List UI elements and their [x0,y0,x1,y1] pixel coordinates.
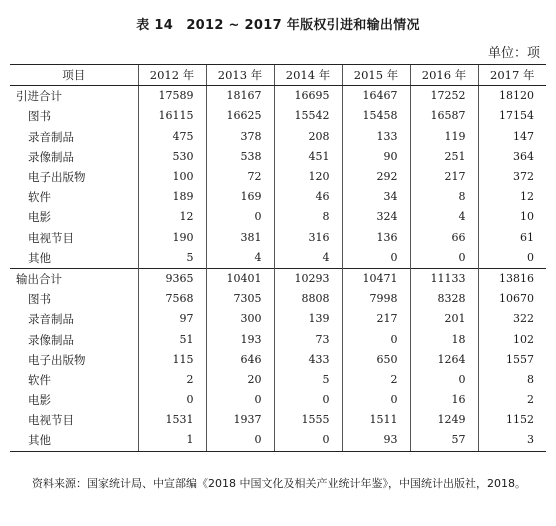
table-cell: 18 [410,329,478,349]
row-label: 软件 [28,372,51,387]
table-cell: 372 [478,167,546,187]
table-cell: 16467 [342,86,410,107]
table-cell: 147 [478,127,546,147]
table-cell: 17252 [410,86,478,107]
table-row [10,207,546,227]
table-row [10,248,546,269]
row-label: 电子出版物 [28,170,86,185]
table-cell: 300 [206,309,274,329]
row-label: 电影 [28,210,51,225]
table-cell: 17589 [138,86,206,107]
table-cell: 201 [410,309,478,329]
column-header: 2014 年 [274,65,342,86]
table-cell: 10471 [342,268,410,289]
table-cell: 13816 [478,268,546,289]
table-cell: 97 [138,309,206,329]
source-note: 资料来源：国家统计局、中宣部编《2018 中国文化及相关产业统计年鉴》，中国统计出版社，2018。 [32,477,526,490]
row-label: 其他 [28,250,51,265]
unit-label: 单位：项 [487,46,540,61]
table-cell: 139 [274,309,342,329]
table-cell: 93 [342,430,410,451]
table-cell: 538 [206,147,274,167]
table-cell: 316 [274,228,342,248]
table-row [10,147,546,167]
table-cell: 0 [410,370,478,390]
table-cell: 73 [274,329,342,349]
table-cell: 15458 [342,106,410,126]
column-header: 2013 年 [206,65,274,86]
table-cell: 16587 [410,106,478,126]
table-cell: 217 [410,167,478,187]
table-row [10,410,546,430]
table-cell: 0 [138,390,206,410]
table-cell: 1937 [206,410,274,430]
row-label: 图书 [28,109,51,124]
table-cell: 1249 [410,410,478,430]
table-cell: 46 [274,187,342,207]
table-cell: 0 [206,430,274,451]
table-cell: 8808 [274,289,342,309]
table-cell: 12 [138,207,206,227]
table-cell: 364 [478,147,546,167]
table-cell: 292 [342,167,410,187]
row-label: 录音制品 [28,129,74,144]
table-cell: 208 [274,127,342,147]
table-cell: 18120 [478,86,546,107]
table-cell: 1264 [410,350,478,370]
table-cell: 0 [342,390,410,410]
table-cell: 324 [342,207,410,227]
table-cell: 119 [410,127,478,147]
table-cell: 102 [478,329,546,349]
table-row [10,370,546,390]
table-row [10,106,546,126]
row-label: 输出合计 [10,268,138,289]
table-cell: 251 [410,147,478,167]
column-header: 项目 [10,65,138,86]
table-row [10,127,546,147]
table-cell: 16695 [274,86,342,107]
row-label: 其他 [10,430,138,451]
table-title: 表 14 2012 ~ 2017 年版权引进和输出情况 [136,18,420,33]
table-cell: 9365 [138,268,206,289]
table-cell: 61 [478,228,546,248]
table-cell: 378 [206,127,274,147]
table-cell: 7998 [342,289,410,309]
table-cell: 0 [206,207,274,227]
table-cell: 10293 [274,268,342,289]
table-cell: 66 [410,228,478,248]
table-cell: 1531 [138,410,206,430]
table-cell: 17154 [478,106,546,126]
table-cell: 381 [206,228,274,248]
table-cell: 4 [206,248,274,269]
column-header: 2012 年 [138,65,206,86]
table-cell: 7305 [206,289,274,309]
table-cell: 1555 [274,410,342,430]
table-cell: 193 [206,329,274,349]
table-cell: 57 [410,430,478,451]
table-cell: 7568 [138,289,206,309]
table-cell: 0 [274,390,342,410]
table-cell: 10670 [478,289,546,309]
table-cell: 451 [274,147,342,167]
table-cell: 0 [342,329,410,349]
table-cell: 12 [478,187,546,207]
table-cell: 8 [410,187,478,207]
table-row [10,350,546,370]
table-cell: 15542 [274,106,342,126]
table-cell: 4 [410,207,478,227]
table-cell: 646 [206,350,274,370]
table-cell: 11133 [410,268,478,289]
table-cell: 169 [206,187,274,207]
table-cell: 5 [274,370,342,390]
row-label: 录像制品 [28,332,74,347]
table-cell: 433 [274,350,342,370]
table-cell: 10 [478,207,546,227]
table-cell: 190 [138,228,206,248]
table-cell: 136 [342,228,410,248]
table-cell: 90 [342,147,410,167]
table-cell: 2 [138,370,206,390]
row-label: 电影 [28,393,51,408]
table-cell: 475 [138,127,206,147]
copyright-table [10,64,546,452]
table-cell: 2 [342,370,410,390]
table-cell: 2 [478,390,546,410]
table-row [10,309,546,329]
table-cell: 530 [138,147,206,167]
table-cell: 189 [138,187,206,207]
table-cell: 3 [478,430,546,451]
table-row [10,228,546,248]
table-cell: 0 [274,430,342,451]
table-cell: 1 [138,430,206,451]
table-cell: 0 [410,248,478,269]
row-label: 电视节目 [28,413,74,428]
table-cell: 10401 [206,268,274,289]
table-row [10,430,546,451]
table-cell: 16115 [138,106,206,126]
row-label: 引进合计 [16,89,62,104]
row-label: 电视节目 [28,230,74,245]
table-cell: 133 [342,127,410,147]
row-label: 软件 [28,190,51,205]
table-row [10,329,546,349]
column-header: 2015 年 [342,65,410,86]
table-cell: 8 [274,207,342,227]
table-row [10,289,546,309]
row-label: 图书 [28,292,51,307]
table-cell: 4 [274,248,342,269]
table-cell: 34 [342,187,410,207]
table-row [10,268,546,289]
table-cell: 20 [206,370,274,390]
table-cell: 16 [410,390,478,410]
table-cell: 1152 [478,410,546,430]
table-cell: 322 [478,309,546,329]
row-label: 电子出版物 [28,352,86,367]
row-label: 录像制品 [28,149,74,164]
column-header: 2017 年 [478,65,546,86]
table-cell: 18167 [206,86,274,107]
table-cell: 0 [478,248,546,269]
table-cell: 16625 [206,106,274,126]
table-header-row [10,65,546,86]
table-cell: 5 [138,248,206,269]
table-cell: 1557 [478,350,546,370]
table-cell: 115 [138,350,206,370]
table-row [10,187,546,207]
row-label: 录音制品 [28,312,74,327]
table-cell: 0 [206,390,274,410]
table-cell: 100 [138,167,206,187]
table-cell: 120 [274,167,342,187]
table-cell: 51 [138,329,206,349]
table-cell: 217 [342,309,410,329]
table-cell: 650 [342,350,410,370]
table-cell: 8 [478,370,546,390]
table-cell: 8328 [410,289,478,309]
table-row [10,390,546,410]
table-row [10,167,546,187]
column-header: 2016 年 [410,65,478,86]
table-cell: 1511 [342,410,410,430]
table-row [10,86,546,107]
table-cell: 0 [342,248,410,269]
table-cell: 72 [206,167,274,187]
